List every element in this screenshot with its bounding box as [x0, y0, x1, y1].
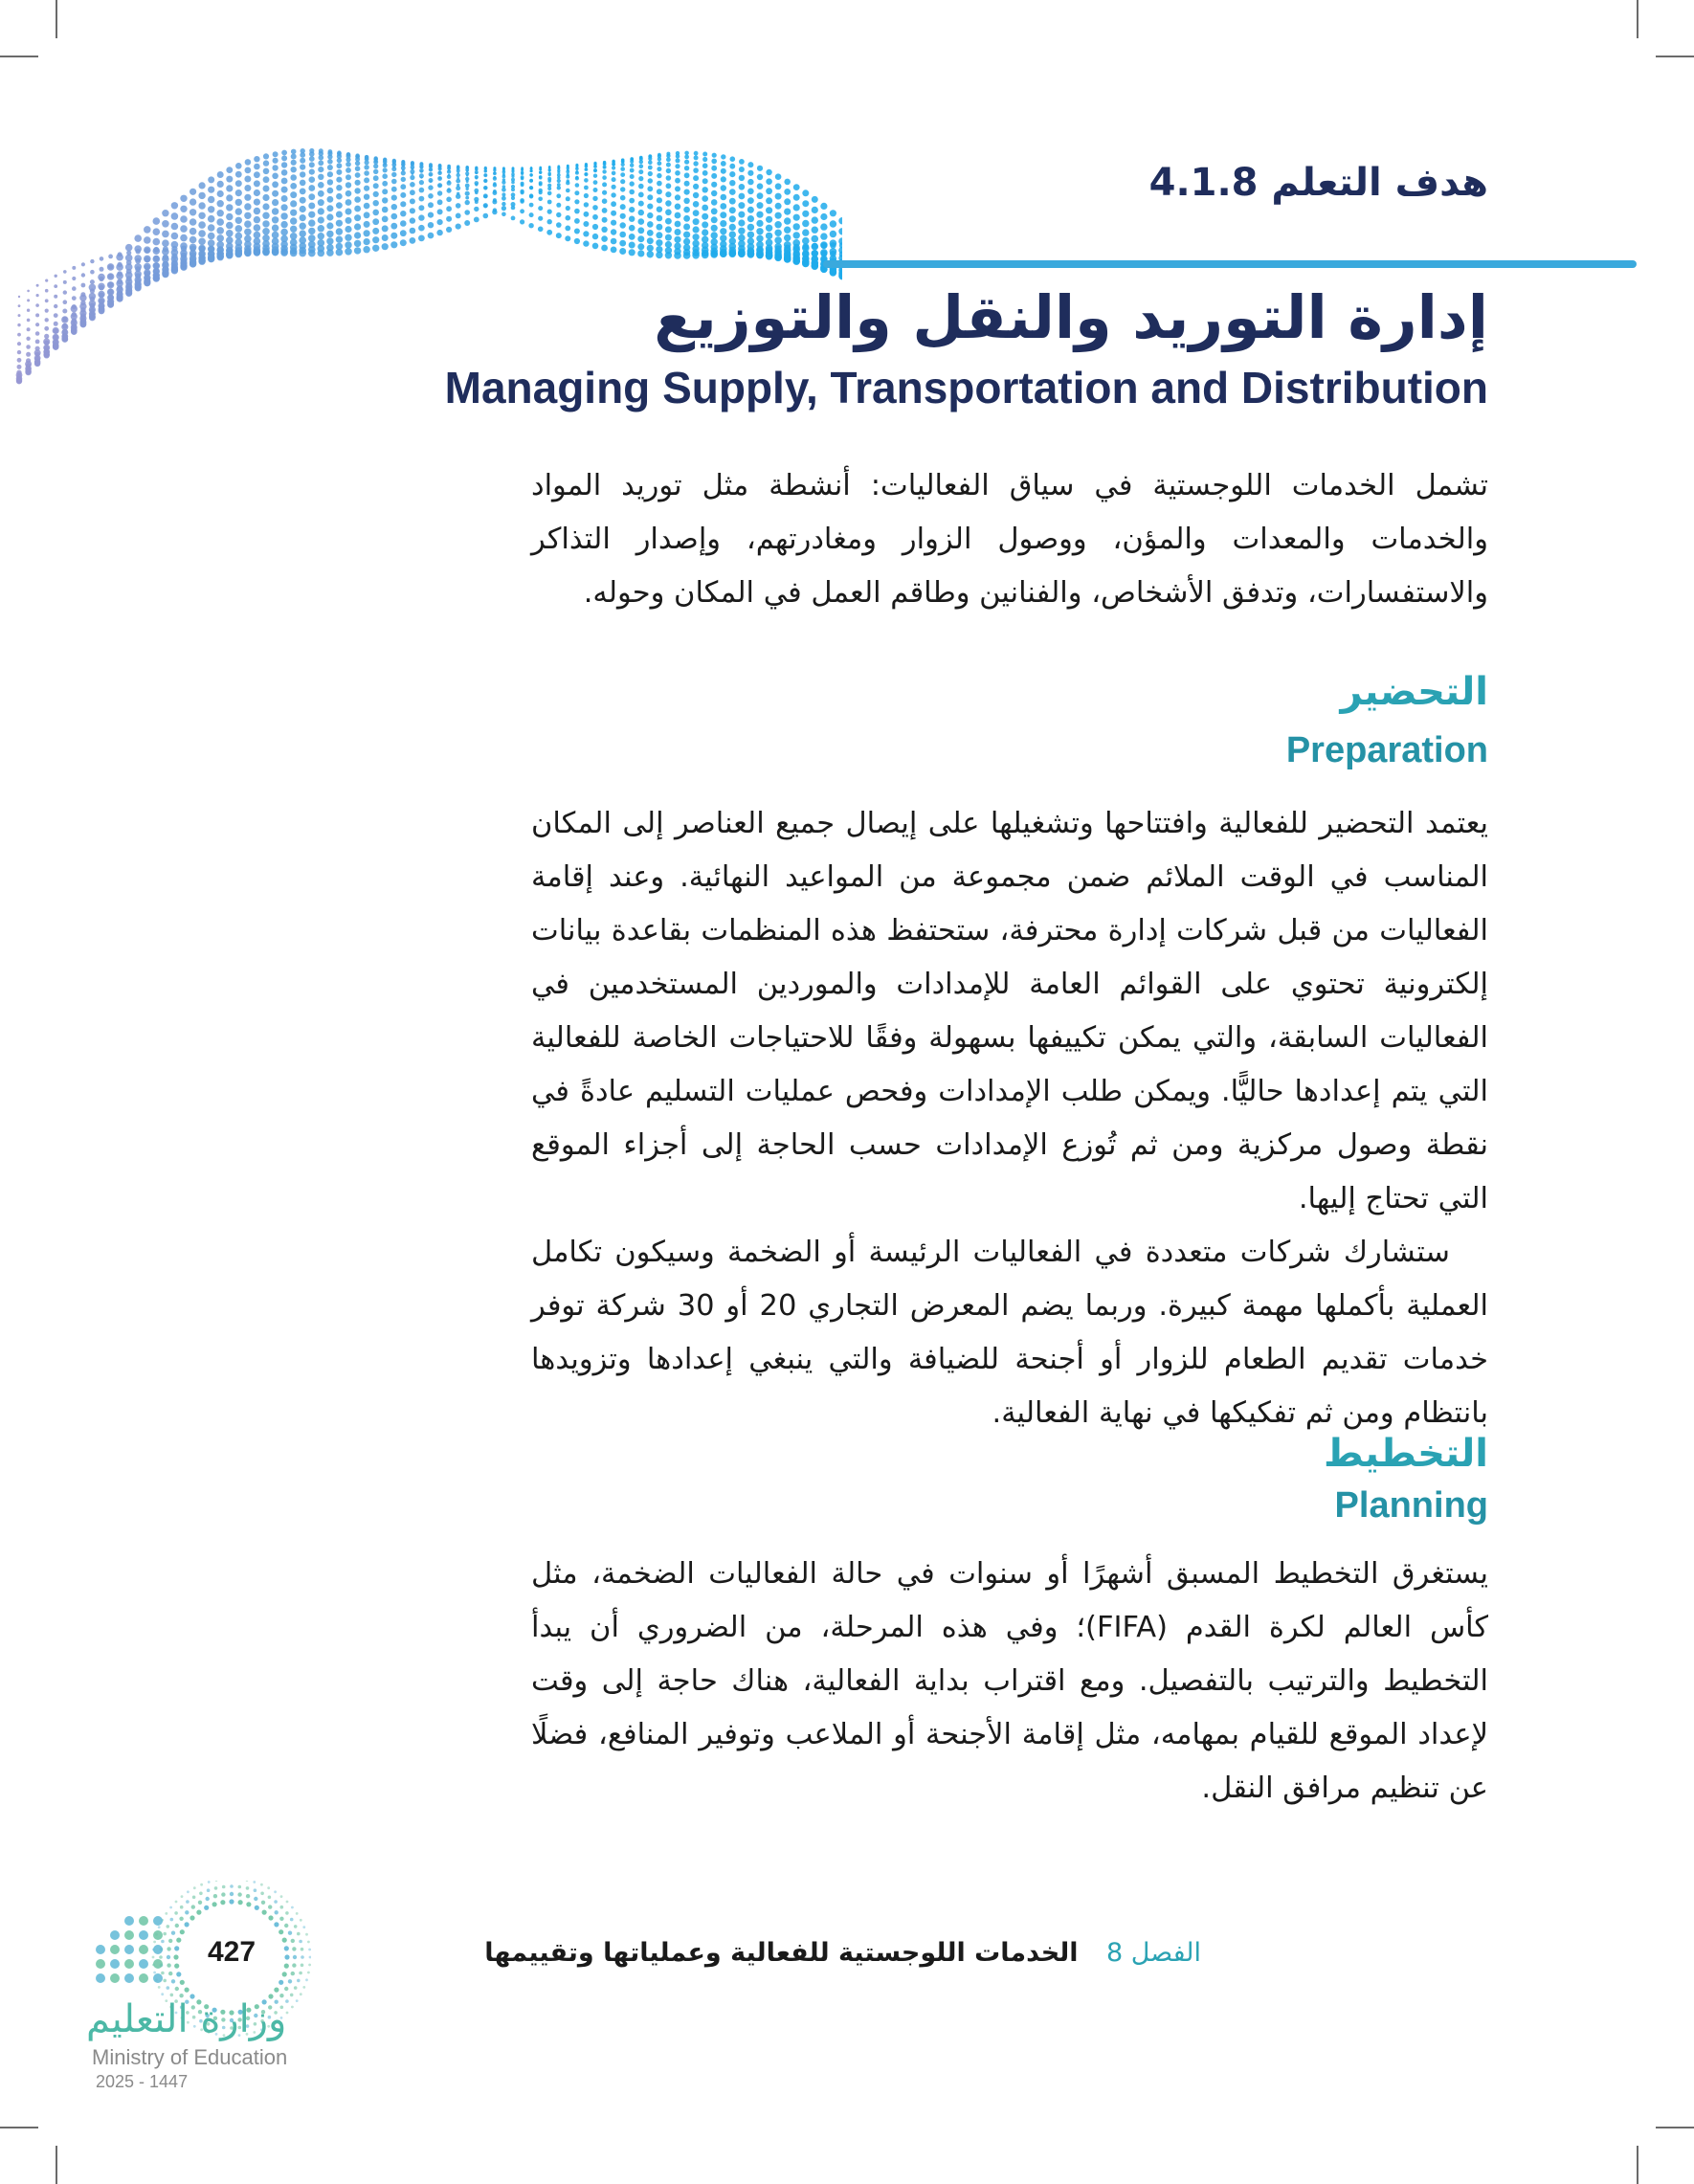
page-title-en: Managing Supply, Transportation and Distribution — [444, 363, 1488, 412]
preparation-paragraph-1: يعتمد التحضير للفعالية وافتتاحها وتشغيلها على إيصال جميع العناصر إلى المكان المناسب في الوقت الملائم ضمن مجموعة من المواعيد النهائية. وعند إقامة الفعاليات من قبل شركات إدارة محترفة، ستحتفظ هذه المنظمات بقاعدة بيانات إلكترونية تحتوي على القوائم العامة للإمدادات والموردين المستخدمين في الفعاليات السابقة، والتي يمكن تكييفها بسهولة وفقًا للاحتياجات الخاصة للفعالية التي يتم إعدادها حاليًّا. ويمكن طلب الإمدادات وفحص عمليات التسليم عادةً في نقطة وصول مركزية ومن ثم تُوزع الإمدادات حسب الحاجة إلى أجزاء الموقع التي تحتاج إليها. — [531, 807, 1488, 1215]
ministry-year: 2025 - 1447 — [96, 2072, 189, 2091]
planning-body — [531, 1548, 1488, 1816]
chapter-number: الفصل 8 — [1105, 1938, 1201, 1968]
crop-mark — [1656, 56, 1694, 57]
chapter-title: الخدمات اللوجستية للفعالية وعملياتها وتقييمها — [484, 1938, 1079, 1968]
section-heading-planning-en: Planning — [1334, 1485, 1488, 1526]
chapter-footer — [484, 1938, 1201, 1968]
page-title-ar: إدارة التوريد والنقل والتوزيع — [654, 282, 1488, 352]
ministry-name-ar: وزارة التعليم — [86, 1997, 287, 2041]
ministry-logo — [91, 1881, 311, 2072]
crop-mark — [0, 56, 38, 57]
ministry-name-en: Ministry of Education — [92, 2045, 288, 2069]
intro-text: تشمل الخدمات اللوجستية في سياق الفعاليات: أنشطة مثل توريد المواد والخدمات والمعدات والمؤن، ووصول الزوار ومغادرتهم، وإصدار التذاكر والاستفسارات، وتدفق الأشخاص، والفنانين وطاقم العمل في المكان وحوله. — [531, 469, 1488, 610]
crop-mark — [1656, 2127, 1694, 2128]
crop-mark — [56, 0, 57, 38]
crop-mark — [56, 2146, 57, 2184]
planning-paragraph-1: يستغرق التخطيط المسبق أشهرًا أو سنوات في حالة الفعاليات الضخمة، مثل كأس العالم لكرة القدم (FIFA)؛ وفي هذه المرحلة، من الضروري أن يبدأ التخطيط والترتيب بالتفصيل. ومع اقتراب بداية الفعالية، هناك حاجة إلى وقت لإعداد الموقع للقيام بمهامه، مثل إقامة الأجنحة أو الملاعب وتوفير المنافع، فضلًا عن تنظيم مرافق النقل. — [531, 1557, 1488, 1805]
crop-mark — [1637, 2146, 1638, 2184]
crop-mark — [1637, 0, 1638, 38]
section-heading-preparation-ar: التحضير — [1340, 670, 1488, 714]
crop-mark — [0, 2127, 38, 2128]
header-rule — [823, 260, 1637, 268]
section-heading-preparation-en: Preparation — [1285, 730, 1488, 770]
preparation-paragraph-2: ستشارك شركات متعددة في الفعاليات الرئيسة أو الضخمة وسيكون تكامل العملية بأكملها مهمة كبيرة. وربما يضم المعرض التجاري 20 أو 30 شركة توفر خدمات تقديم الطعام للزوار أو أجنحة للضيافة والتي ينبغي إعدادها وتزويدها بانتظام ومن ثم تفكيكها في نهاية الفعالية. — [531, 1236, 1489, 1430]
preparation-body — [531, 797, 1488, 1440]
page-number: 427 — [207, 1936, 256, 1968]
learning-goal-label: هدف التعلم 4.1.8 — [1148, 161, 1488, 205]
section-heading-planning-ar: التخطيط — [1323, 1432, 1488, 1476]
intro-paragraph — [531, 459, 1488, 620]
